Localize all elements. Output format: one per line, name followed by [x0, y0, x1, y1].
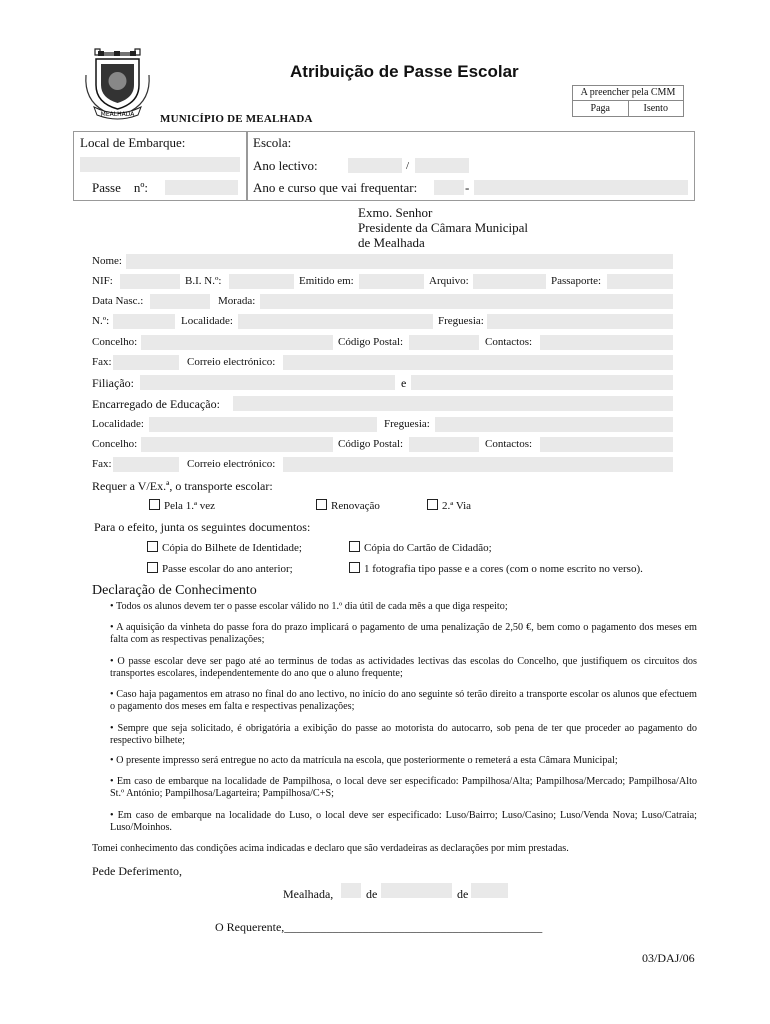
encarregado-label: Encarregado de Educação: [92, 397, 220, 411]
logo-banner-text: MEALHADA [100, 111, 135, 118]
option-renewal[interactable] [316, 499, 380, 512]
fax-label: Fax: [92, 356, 112, 368]
data-nasc-field[interactable] [150, 294, 210, 309]
concelho-field[interactable] [141, 335, 333, 350]
ee-localidade-label: Localidade: [92, 418, 144, 430]
doc-label: Cópia do Cartão de Cidadão; [364, 542, 492, 554]
addressee-line-3: de Mealhada [358, 235, 425, 250]
cmm-isento-cell[interactable]: Isento [628, 101, 684, 116]
local-embarque-label: Local de Embarque: [80, 135, 186, 150]
ee-freguesia-label: Freguesia: [384, 418, 430, 430]
declaration-item: • Todos os alunos devem ter o passe escolar válido no 1.º dia útil de cada mês a que diga respeito; [110, 601, 508, 612]
option-label: 2.ª Via [442, 500, 472, 512]
option-label: Renovação [331, 500, 380, 512]
ee-concelho-field[interactable] [141, 437, 333, 452]
pede-deferimento: Pede Deferimento, [92, 864, 182, 878]
morada-label: Morada: [218, 295, 256, 307]
requerente-signature-line[interactable]: O Requerente,___________________________________________ [215, 920, 543, 934]
ano-lectivo-label: Ano lectivo: [253, 158, 318, 173]
numero-field[interactable] [113, 314, 175, 329]
freguesia-label: Freguesia: [438, 315, 484, 327]
de-label-1: de [366, 887, 378, 901]
cmm-use-box [572, 85, 684, 117]
contactos-label: Contactos: [485, 336, 533, 348]
ano-curso-dash: - [465, 180, 470, 195]
doc-passe[interactable] [147, 562, 293, 575]
nome-label: Nome: [92, 255, 122, 267]
correio-label: Correio electrónico: [187, 356, 276, 368]
checkbox[interactable] [349, 541, 360, 552]
ano-curso-label: Ano e curso que vai frequentar: [253, 180, 418, 195]
contactos-field[interactable] [540, 335, 673, 350]
filiacao-e-label: e [401, 376, 407, 390]
doc-label: 1 fotografia tipo passe e a cores (com o nome escrito no verso). [364, 563, 643, 575]
arquivo-label: Arquivo: [429, 275, 469, 287]
de-label-2: de [457, 887, 469, 901]
ee-codigo-postal-field[interactable] [409, 437, 479, 452]
declaration-item: • Caso haja pagamentos em atraso no final do ano lectivo, no início do ano seguinte só terão direito a transporte escolar os alunos que efectuem o pagamento dos meses em falta e respectivas penalizações; [110, 689, 697, 712]
correio-field[interactable] [283, 355, 673, 370]
freguesia-field[interactable] [487, 314, 673, 329]
doc-label: Cópia do Bilhete de Identidade; [162, 542, 302, 554]
bi-field[interactable] [229, 274, 294, 289]
form-code: 03/DAJ/06 [642, 951, 695, 965]
nome-field[interactable] [126, 254, 673, 269]
local-embarque-field[interactable] [80, 157, 240, 172]
checkbox[interactable] [316, 499, 327, 510]
place-label: Mealhada, [283, 887, 334, 901]
checkbox[interactable] [147, 562, 158, 573]
nif-field[interactable] [120, 274, 180, 289]
doc-label: Passe escolar do ano anterior; [162, 563, 293, 575]
doc-bi[interactable] [147, 541, 302, 554]
passe-label: Passe nº: [92, 180, 149, 195]
municipality-name: MUNICÍPIO DE MEALHADA [160, 113, 313, 125]
declaration-title: Declaração de Conhecimento [92, 583, 257, 598]
ee-correio-label: Correio electrónico: [187, 458, 276, 470]
declaration-item: • Sempre que seja solicitado, é obrigatória a exibição do passe ao motorista do autocarro, sob pena de ter que proceder ao pagamento do respectivo bilhete; [110, 723, 697, 746]
declaration-item: • O passe escolar deve ser pago até ao terminus de todas as actividades lectivas das escolas do Concelho, que justifiquem os circuitos dos transportes escolares, independentemente do ano que o aluno frequente; [110, 656, 697, 679]
checkbox[interactable] [349, 562, 360, 573]
concelho-label: Concelho: [92, 336, 138, 348]
data-nasc-label: Data Nasc.: [92, 295, 144, 307]
escola-field[interactable] [300, 136, 688, 151]
checkbox[interactable] [149, 499, 160, 510]
ee-localidade-field[interactable] [149, 417, 377, 432]
morada-field[interactable] [260, 294, 673, 309]
checkbox[interactable] [147, 541, 158, 552]
cmm-box-heading: A preencher pela CMM [573, 86, 683, 101]
declaration-item: • A aquisição da vinheta do passe fora do prazo implicará o pagamento de uma penalização de 2,50 €, bem como o pagamento dos meses em falta com as respectivas penalizações; [110, 622, 697, 645]
doc-photo[interactable] [349, 562, 643, 575]
filiacao-field-1[interactable] [140, 375, 395, 390]
emitido-label: Emitido em: [299, 275, 354, 287]
declaration-closing: Tomei conhecimento das condições acima indicadas e declaro que são verdadeiras as declarações por mim prestadas. [92, 843, 569, 854]
declaration-item: • Em caso de embarque na localidade de Pampilhosa, o local deve ser especificado: Pampilhosa/Alta; Pampilhosa/Mercado; Pampilhosa/Alto St.º António; Pampilhosa/Lagarteira; Pampilhosa/C+S; [110, 776, 697, 799]
passaporte-label: Passaporte: [551, 275, 602, 287]
addressee-line-2: Presidente da Câmara Municipal [358, 220, 529, 235]
ee-freguesia-field[interactable] [435, 417, 673, 432]
addressee-line-1: Exmo. Senhor [358, 205, 433, 220]
ano-field[interactable] [434, 180, 464, 195]
request-text: Requer a V/Ex.ª, o transporte escolar: [92, 479, 273, 493]
ee-contactos-label: Contactos: [485, 438, 533, 450]
ee-correio-field[interactable] [283, 457, 673, 472]
ee-concelho-label: Concelho: [92, 438, 138, 450]
emitido-field[interactable] [359, 274, 424, 289]
bi-label: B.I. N.º: [185, 275, 222, 287]
addressee [358, 205, 528, 250]
declaration-item: • Em caso de embarque na localidade do Luso, o local deve ser especificado: Luso/Bairro; Luso/Casino; Luso/Venda Nova; Luso/Catraia; Luso/Moinhos. [110, 810, 697, 833]
day-field[interactable] [341, 883, 361, 898]
ano-lectivo-slash: / [406, 160, 410, 172]
form-title: Atribuição de Passe Escolar [290, 62, 519, 81]
ee-fax-label: Fax: [92, 458, 112, 470]
declaration-item: • O presente impresso será entregue no acto da matrícula na escola, que posteriormente o remeterá a esta Câmara Municipal; [110, 755, 618, 766]
option-label: Pela 1.ª vez [164, 500, 215, 512]
filiacao-field-2[interactable] [411, 375, 673, 390]
arquivo-field[interactable] [473, 274, 546, 289]
localidade-field[interactable] [238, 314, 433, 329]
numero-label: N.º: [92, 315, 110, 327]
ee-codigo-postal-label: Código Postal: [338, 438, 404, 450]
fax-field[interactable] [113, 355, 179, 370]
ee-fax-field[interactable] [113, 457, 179, 472]
municipal-coat-of-arms-logo [80, 45, 155, 120]
localidade-label: Localidade: [181, 315, 233, 327]
codigo-postal-field[interactable] [409, 335, 479, 350]
docs-intro: Para o efeito, junta os seguintes documentos: [94, 520, 311, 534]
nif-label: NIF: [92, 275, 113, 287]
codigo-postal-label: Código Postal: [338, 336, 404, 348]
encarregado-field[interactable] [233, 396, 673, 411]
escola-label: Escola: [253, 135, 292, 150]
passe-number-field[interactable] [165, 180, 238, 195]
option-first-time[interactable] [149, 499, 215, 512]
ano-lectivo-start-field[interactable] [348, 158, 402, 173]
checkbox[interactable] [427, 499, 438, 510]
month-field[interactable] [381, 883, 452, 898]
curso-field[interactable] [474, 180, 688, 195]
doc-cc[interactable] [349, 541, 492, 554]
option-second-copy[interactable] [427, 499, 471, 512]
ee-contactos-field[interactable] [540, 437, 673, 452]
cmm-paga-cell[interactable]: Paga [590, 103, 610, 114]
filiacao-label: Filiação: [92, 376, 134, 390]
year-field[interactable] [471, 883, 508, 898]
ano-lectivo-end-field[interactable] [415, 158, 469, 173]
passaporte-field[interactable] [607, 274, 673, 289]
